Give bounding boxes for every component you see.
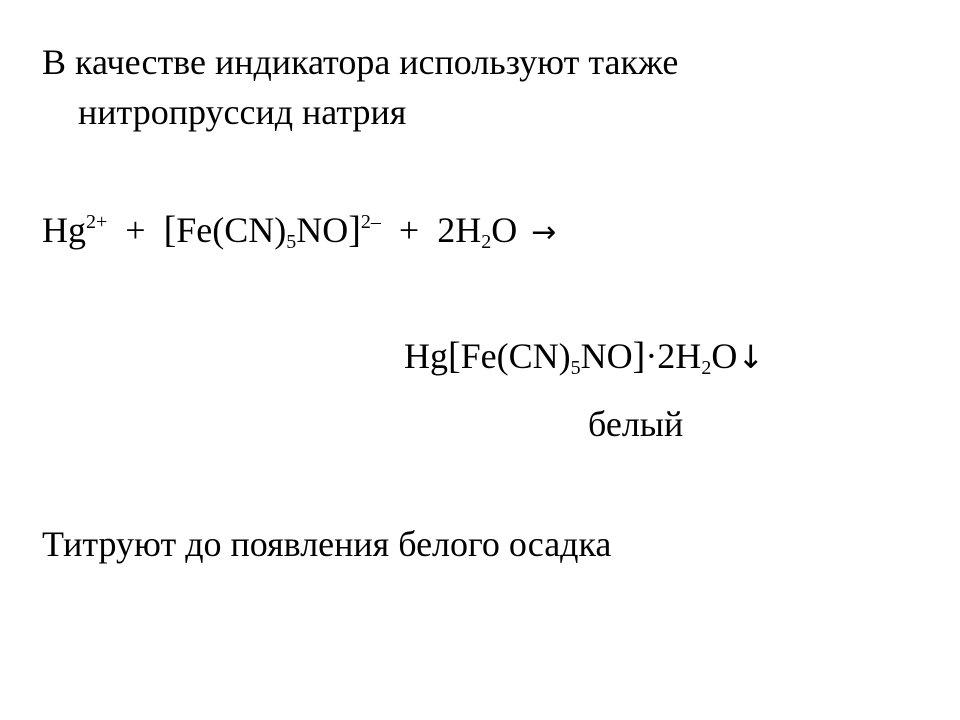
product-close-bracket: ] — [632, 335, 646, 377]
mercury-symbol: Hg — [42, 210, 86, 250]
plus-sign-2: + — [398, 210, 420, 250]
product-open-bracket: [ — [448, 335, 461, 377]
reaction-arrow-icon: → — [531, 215, 557, 250]
intro-text-line-1: В качестве индикатора используют также — [42, 42, 679, 82]
water-hydrogen: 2H — [437, 210, 482, 250]
nitrosyl: NO — [296, 210, 349, 250]
precipitate-color-label: белый — [588, 404, 684, 444]
conclusion-text: Титруют до появления белого осадка — [42, 524, 612, 564]
product-iron-cyanide: Fe(CN) — [460, 336, 571, 376]
product-mercury: Hg — [404, 336, 448, 376]
water-oxygen: O — [491, 210, 518, 250]
reaction-right-side — [404, 336, 764, 377]
precipitate-arrow-icon: ↓ — [737, 338, 765, 376]
complex-charge: 2– — [360, 211, 381, 233]
cyanide-count: 5 — [286, 231, 297, 253]
product-hydrate-water: ·2H — [645, 336, 702, 376]
iron-cyanide: Fe(CN) — [176, 210, 287, 250]
open-bracket: [ — [163, 209, 177, 251]
mercury-charge: 2+ — [86, 211, 108, 233]
plus-sign: + — [125, 210, 146, 250]
product-cyanide-count: 5 — [570, 357, 581, 379]
intro-text-line-2: нитропруссид натрия — [78, 92, 407, 132]
reaction-left-side — [42, 210, 556, 253]
product-nitrosyl: NO — [580, 336, 633, 376]
hydrogen-count: 2 — [481, 231, 492, 253]
close-bracket: ] — [348, 209, 361, 251]
product-oxygen: O — [711, 336, 738, 376]
product-hydrogen-count: 2 — [701, 357, 712, 379]
